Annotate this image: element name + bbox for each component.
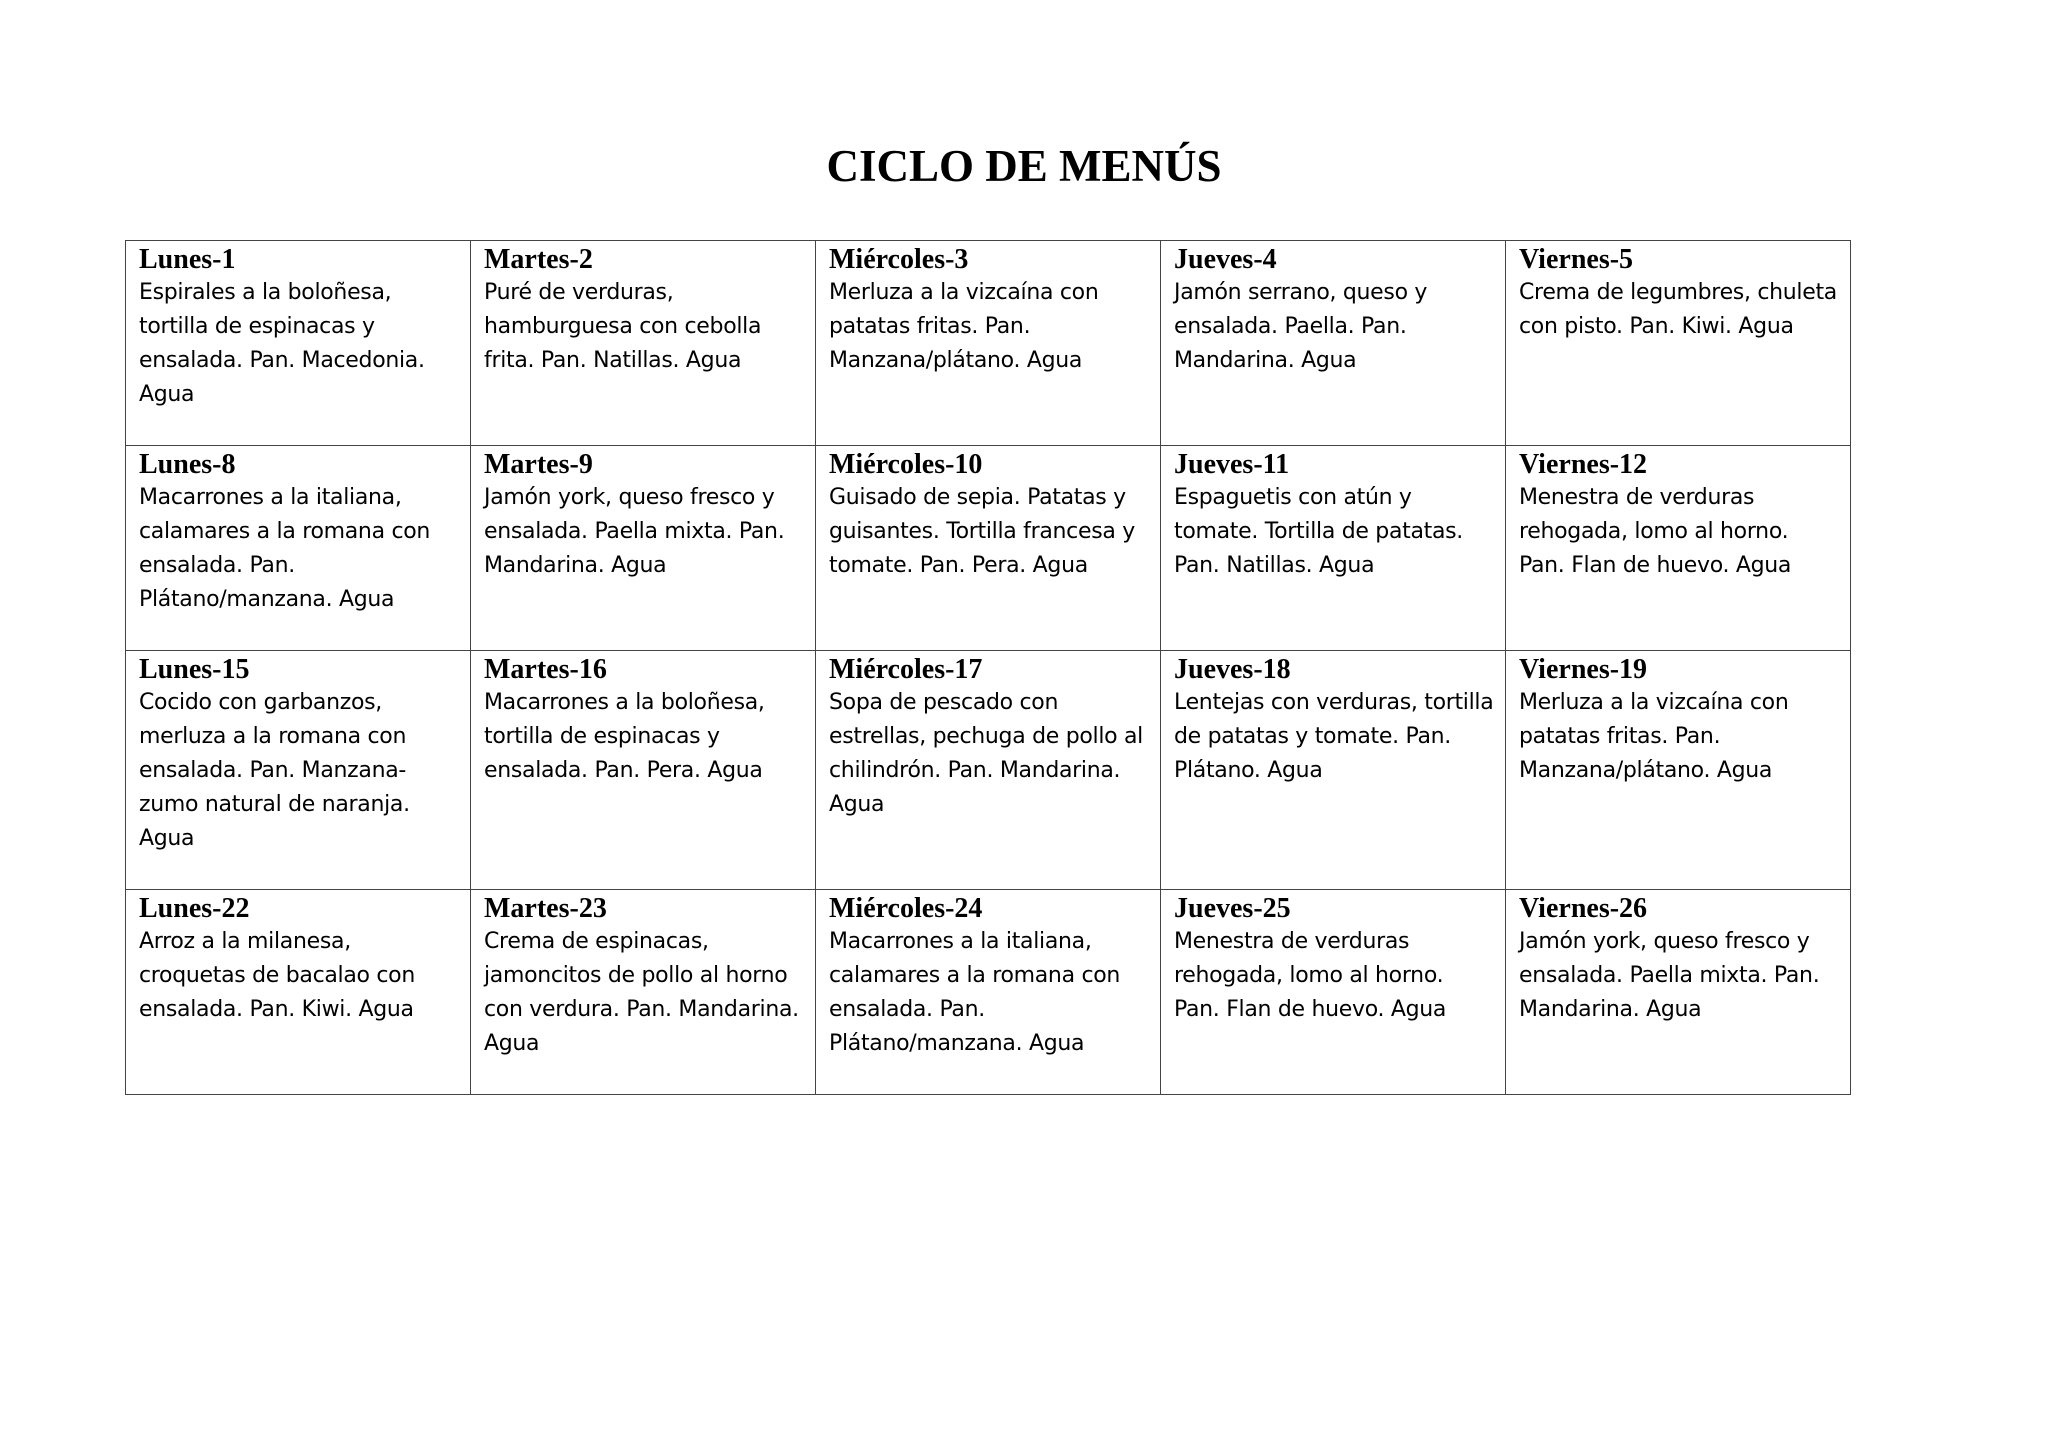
day-cell <box>1506 446 1851 651</box>
day-cell <box>1161 241 1506 446</box>
day-menu: Jamón york, queso fresco y ensalada. Paella mixta. Pan. Mandarina. Agua <box>1519 929 1820 1022</box>
day-menu: Menestra de verduras rehogada, lomo al horno. Pan. Flan de huevo. Agua <box>1519 485 1792 578</box>
day-menu: Merluza a la vizcaína con patatas fritas. Pan. Manzana/plátano. Agua <box>829 280 1099 373</box>
menu-table <box>125 240 1851 1095</box>
day-cell <box>1161 651 1506 890</box>
day-cell <box>126 890 471 1095</box>
day-heading: Lunes-8 <box>139 449 236 480</box>
day-heading: Jueves-4 <box>1174 244 1277 275</box>
day-cell <box>1506 890 1851 1095</box>
day-heading: Viernes-12 <box>1519 449 1648 480</box>
day-menu: Espaguetis con atún y tomate. Tortilla de patatas. Pan. Natillas. Agua <box>1174 485 1463 578</box>
day-cell <box>126 241 471 446</box>
day-menu: Jamón serrano, queso y ensalada. Paella. Pan. Mandarina. Agua <box>1174 280 1428 373</box>
day-heading: Jueves-18 <box>1174 654 1291 685</box>
day-heading: Martes-9 <box>484 449 593 480</box>
day-menu: Macarrones a la italiana, calamares a la romana con ensalada. Pan. Plátano/manzana. Agua <box>829 929 1121 1056</box>
day-cell <box>471 446 816 651</box>
day-cell <box>126 651 471 890</box>
day-menu: Crema de espinacas, jamoncitos de pollo al horno con verdura. Pan. Mandarina. Agua <box>484 929 799 1056</box>
week-row <box>126 241 1851 446</box>
day-cell <box>816 890 1161 1095</box>
day-menu: Merluza a la vizcaína con patatas fritas. Pan. Manzana/plátano. Agua <box>1519 690 1789 783</box>
day-menu: Lentejas con verduras, tortilla de patatas y tomate. Pan. Plátano. Agua <box>1174 690 1494 783</box>
week-row <box>126 446 1851 651</box>
page-title: CICLO DE MENÚS <box>826 141 1222 191</box>
day-menu: Puré de verduras, hamburguesa con cebolla frita. Pan. Natillas. Agua <box>484 280 762 373</box>
day-menu: Cocido con garbanzos, merluza a la romana con ensalada. Pan. Manzana-zumo natural de naranja. Agua <box>139 690 410 851</box>
day-heading: Lunes-1 <box>139 244 236 275</box>
day-cell <box>471 241 816 446</box>
day-cell <box>816 651 1161 890</box>
day-cell <box>471 651 816 890</box>
week-row <box>126 651 1851 890</box>
day-cell <box>1506 241 1851 446</box>
day-menu: Macarrones a la boloñesa, tortilla de espinacas y ensalada. Pan. Pera. Agua <box>484 690 765 783</box>
day-heading: Lunes-15 <box>139 654 250 685</box>
day-heading: Lunes-22 <box>139 893 250 924</box>
day-menu: Menestra de verduras rehogada, lomo al horno. Pan. Flan de huevo. Agua <box>1174 929 1447 1022</box>
day-heading: Miércoles-24 <box>829 893 983 924</box>
day-heading: Martes-16 <box>484 654 607 685</box>
day-heading: Viernes-26 <box>1519 893 1648 924</box>
day-cell <box>816 241 1161 446</box>
day-cell <box>471 890 816 1095</box>
day-menu: Jamón york, queso fresco y ensalada. Paella mixta. Pan. Mandarina. Agua <box>484 485 785 578</box>
day-heading: Martes-2 <box>484 244 593 275</box>
day-menu: Arroz a la milanesa, croquetas de bacalao con ensalada. Pan. Kiwi. Agua <box>139 929 415 1022</box>
day-menu: Crema de legumbres, chuleta con pisto. Pan. Kiwi. Agua <box>1519 280 1837 339</box>
day-cell <box>1161 890 1506 1095</box>
day-heading: Jueves-11 <box>1174 449 1290 480</box>
day-heading: Viernes-19 <box>1519 654 1648 685</box>
day-menu: Espirales a la boloñesa, tortilla de espinacas y ensalada. Pan. Macedonia. Agua <box>139 280 425 407</box>
day-heading: Martes-23 <box>484 893 607 924</box>
day-heading: Jueves-25 <box>1174 893 1291 924</box>
day-cell <box>126 446 471 651</box>
day-menu: Macarrones a la italiana, calamares a la romana con ensalada. Pan. Plátano/manzana. Agua <box>139 485 431 612</box>
day-heading: Miércoles-3 <box>829 244 969 275</box>
day-menu: Guisado de sepia. Patatas y guisantes. Tortilla francesa y tomate. Pan. Pera. Agua <box>829 485 1135 578</box>
day-cell <box>1506 651 1851 890</box>
day-cell <box>1161 446 1506 651</box>
day-heading: Viernes-5 <box>1519 244 1634 275</box>
day-heading: Miércoles-10 <box>829 449 983 480</box>
day-cell <box>816 446 1161 651</box>
day-heading: Miércoles-17 <box>829 654 983 685</box>
day-menu: Sopa de pescado con estrellas, pechuga de pollo al chilindrón. Pan. Mandarina. Agua <box>829 690 1143 817</box>
week-row <box>126 890 1851 1095</box>
